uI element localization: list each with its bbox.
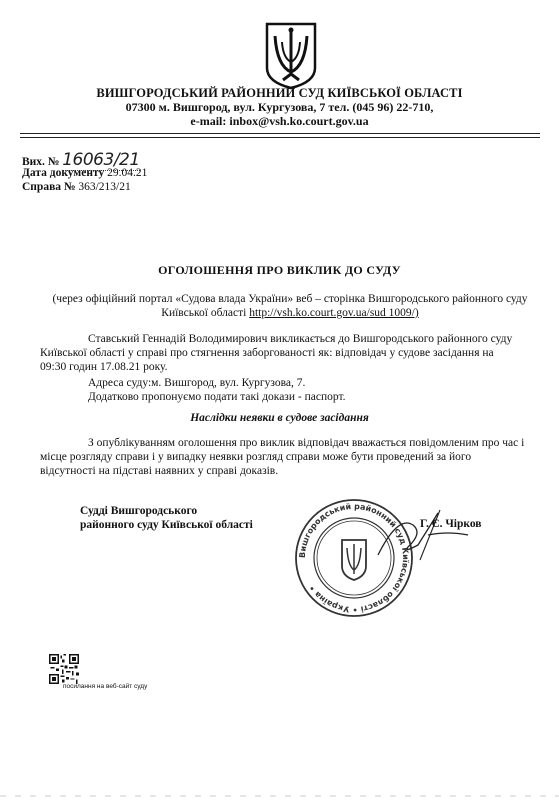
court-name: ВИШГОРОДСЬКИЙ РАЙОННИЙ СУД КИЇВСЬКОЇ ОБЛАСТІ: [96, 86, 463, 100]
consequences-line-1: З опублікуванням оголошення про виклик відповідач вважається повідомленим про час і: [88, 437, 525, 449]
portal-link[interactable]: http://vsh.ko.court.gov.ua/sud 1009/): [249, 307, 419, 319]
case-number: 363/213/21: [78, 181, 131, 193]
summons-line-2: Київської області у справі про стягнення заборгованості як: відповідач у судове засідання на: [40, 347, 494, 359]
doc-date-label: Дата документу: [22, 167, 105, 179]
coat-of-arms-icon: [265, 22, 317, 90]
portal-line-2: [30, 306, 550, 320]
portal-line-1: (через офіційний портал «Судова влада України» веб – сторінка Вишгородського районного суду: [52, 293, 528, 305]
consequences-line-2: місце розгляду справи і у випадку неявки розгляд справи може бути проведений за його: [40, 451, 472, 463]
stamp-text: Вишгородський районний суд Київської області • Україна •: [297, 501, 411, 615]
scan-edge: [0, 790, 559, 800]
court-address: 07300 м. Вишгород, вул. Кургузова, 7 тел. (045 96) 22-710,: [125, 100, 434, 114]
signature-title: [80, 504, 253, 532]
summons-line-3: 09:30 годин 17.08.21 року.: [40, 361, 168, 373]
evidence-line: Додатково пропонуємо подати такі докази - паспорт.: [88, 391, 346, 403]
judge-name: Г. Є. Чірков: [420, 518, 482, 530]
court-email: e-mail: inbox@vsh.ko.court.gov.ua: [190, 114, 369, 128]
case-label: Справа №: [22, 181, 76, 193]
document-title: ОГОЛОШЕННЯ ПРО ВИКЛИК ДО СУДУ: [158, 263, 401, 277]
signature-title-line-1: Судді Вишгородського: [80, 505, 198, 517]
consequences-title: Наслідки неявки в судове засідання: [190, 412, 369, 424]
outgoing-label: Вих. №: [22, 156, 60, 168]
qr-code-icon[interactable]: [49, 654, 79, 684]
outgoing-number: 16063/21: [62, 150, 140, 170]
header-rule: [20, 133, 540, 134]
case-number-line: [22, 181, 131, 193]
header-rule-thin: [20, 137, 540, 138]
signature-title-line-2: районного суду Київської області: [80, 519, 253, 531]
summons-line-1: Ставський Геннадій Володимирович викликається до Вишгородського районного суду: [88, 333, 513, 345]
doc-date-line: [22, 167, 147, 179]
qr-caption: посилання на веб-сайт суду: [63, 683, 148, 690]
judge-signature: [368, 505, 478, 565]
portal-prefix: Київської області: [161, 307, 250, 319]
doc-date: 29.04.21: [107, 167, 148, 179]
court-address-line: Адреса суду:м. Вишгород, вул. Кургузова, 7.: [88, 377, 306, 389]
consequences-line-3: відсутності на підставі наявних у справі доказів.: [40, 465, 279, 477]
